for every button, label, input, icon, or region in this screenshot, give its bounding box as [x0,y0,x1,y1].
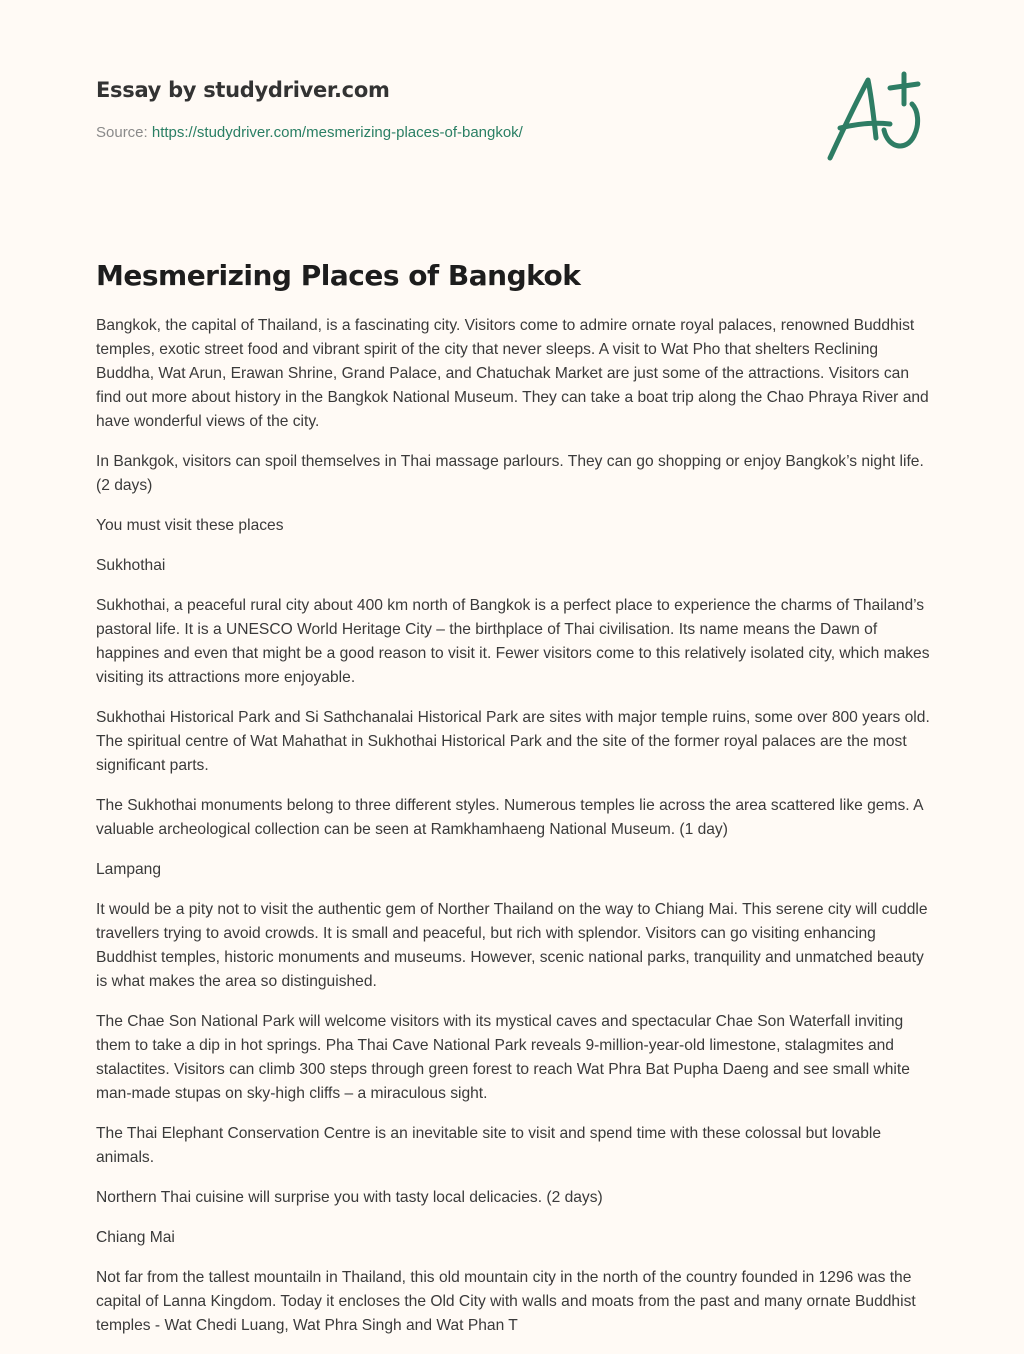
source-line [96,123,936,143]
source-link[interactable]: https://studydriver.com/mesmerizing-places-of-bangkok/ [151,124,523,141]
paragraph-must-visit: You must visit these places [96,517,284,534]
paragraph-sukhothai-parks: Sukhothai Historical Park and Si Sathchanalai Historical Park are sites with major temple ruins, some over 800 years old. The spiritual centre of Wat Mahathat in Sukhothai Historical Park and the site of the former royal palaces are the most significant parts. [96,709,930,774]
essay-title: Mesmerizing Places of Bangkok [96,259,581,292]
essay-body [96,314,932,1354]
paragraph-sukhothai-monuments: The Sukhothai monuments belong to three different styles. Numerous temples lie across the area scattered like gems. A valuable archeological collection can be seen at Ramkhamhaeng National Museum. (1 day) [96,797,923,838]
paragraph-northern-cuisine: Northern Thai cuisine will surprise you with tasty local delicacies. (2 days) [96,1189,603,1206]
page-header [96,74,936,143]
paragraph-intro: Bangkok, the capital of Thailand, is a fascinating city. Visitors come to admire ornate royal palaces, renowned Buddhist temples, exotic street food and vibrant spirit of the city that never sleeps. A visit to Wat Pho that shelters Reclining Buddha, Wat Arun, Erawan Shrine, Grand Palace, and Chatuchak Market are just some of the attractions. Visitors can find out more about history in the Bangkok National Museum. They can take a boat trip along the Chao Phraya River and have wonderful views of the city. [96,317,929,430]
paragraph-chiang-mai-intro: Not far from the tallest mountailn in Thailand, this old mountain city in the north of the country founded in 1296 was the capital of Lanna Kingdom. Today it encloses the Old City with walls and moats from the past and many ornate Buddhist temples - Wat Chedi Luang, Wat Phra Singh and Wat Phan T [96,1269,916,1334]
section-heading-chiang-mai: Chiang Mai [96,1229,175,1246]
paragraph-bangkok-nightlife: In Bankgok, visitors can spoil themselves in Thai massage parlours. They can go shopping or enjoy Bangkok’s night life. (2 days) [96,453,924,494]
site-title: Essay by studydriver.com [96,78,390,102]
section-heading-lampang: Lampang [96,861,162,878]
paragraph-sukhothai-intro: Sukhothai, a peaceful rural city about 400 km north of Bangkok is a perfect place to experience the charms of Thailand’s pastoral life. It is a UNESCO World Heritage City – the birthplace of Thai civilisation. Its name means the Dawn of happines and even that might be a good reason to visit it. Fewer visitors come to this relatively isolated city, which makes visiting its attractions more enjoyable. [96,597,930,686]
paragraph-lampang-parks: The Chae Son National Park will welcome visitors with its mystical caves and spectacular Chae Son Waterfall inviting them to take a dip in hot springs. Pha Thai Cave National Park reveals 9-million-year-old limestone, stalagmites and stalactites. Visitors can climb 300 steps through green forest to reach Wat Phra Bat Pupha Daeng and see small white man-made stupas on sky-high cliffs – a miraculous sight. [96,1013,910,1102]
a-plus-grade-icon [820,66,930,166]
paragraph-elephant-centre: The Thai Elephant Conservation Centre is an inevitable site to visit and spend time with these colossal but lovable animals. [96,1125,882,1166]
section-heading-sukhothai: Sukhothai [96,557,166,574]
paragraph-lampang-intro: It would be a pity not to visit the authentic gem of Norther Thailand on the way to Chiang Mai. This serene city will cuddle travellers trying to avoid crowds. It is small and peaceful, but rich with splendor. Visitors can go visiting enhancing Buddhist temples, historic monuments and museums. However, scenic national parks, tranquility and unmatched beauty is what makes the area so distinguished. [96,901,928,990]
source-label: Source: [96,124,148,141]
